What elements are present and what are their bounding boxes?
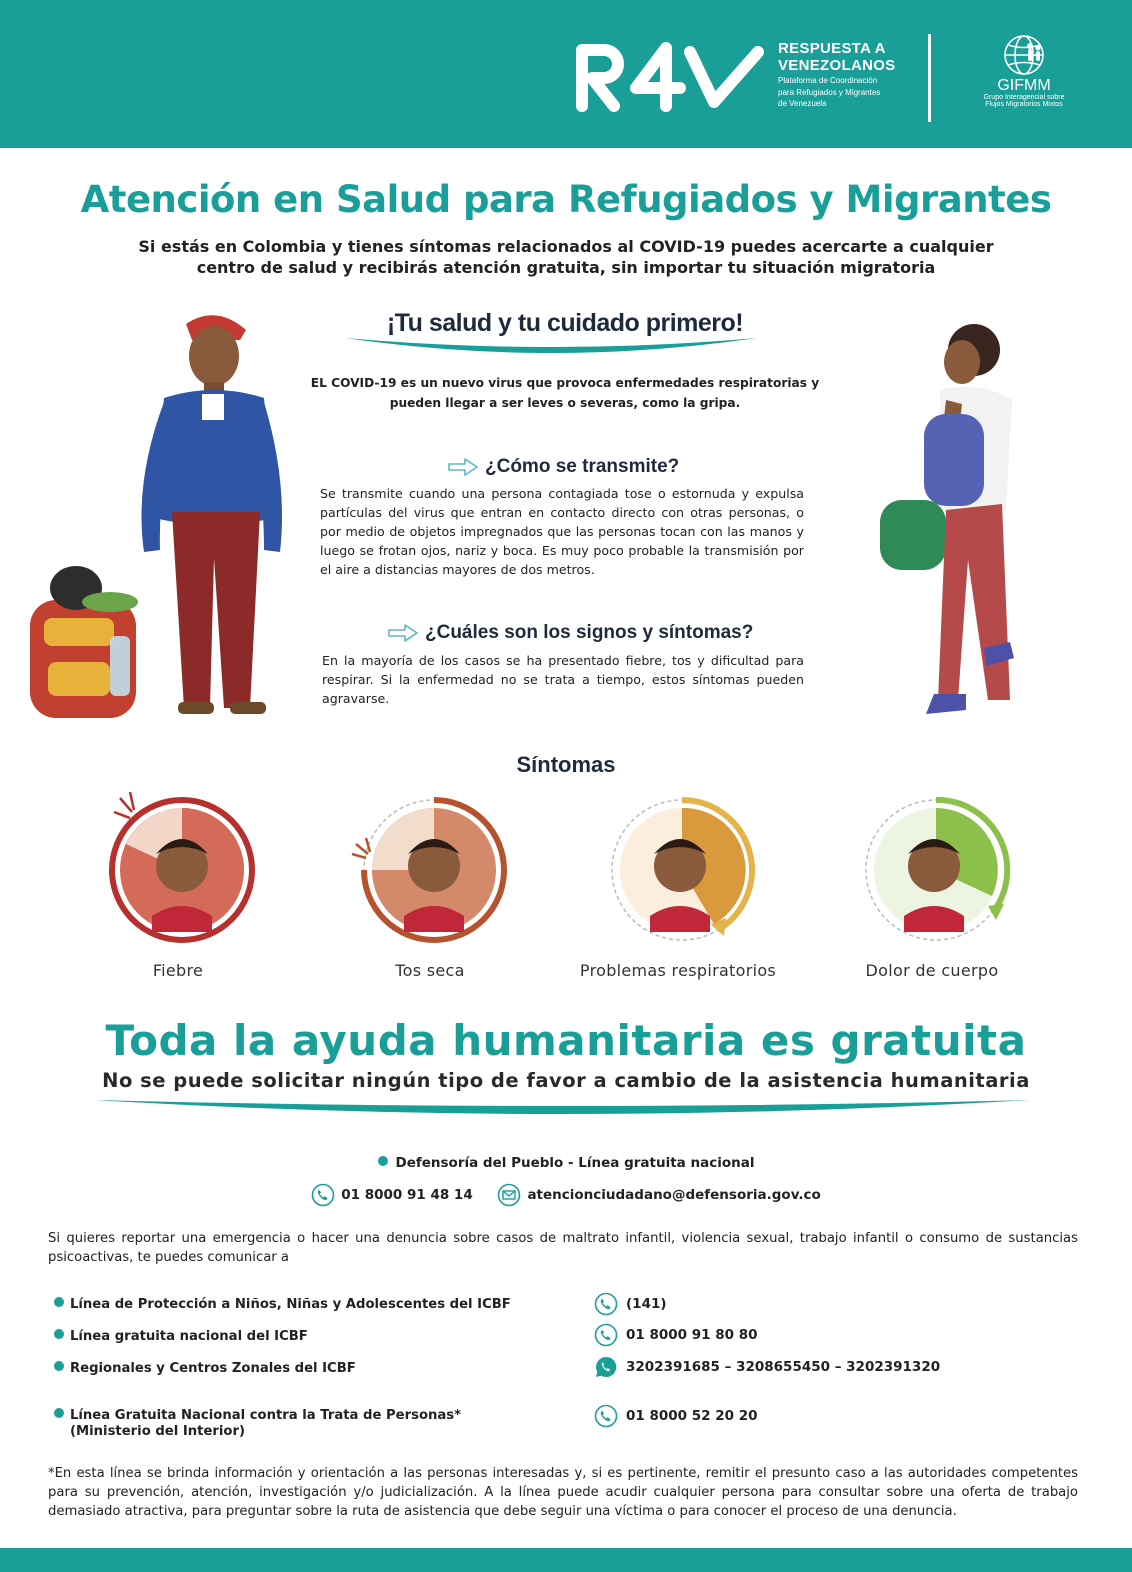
backpack-icon <box>30 566 138 718</box>
symptom-label: Fiebre <box>152 961 204 980</box>
phone-icon <box>594 1404 618 1428</box>
arrow-right-icon <box>387 624 419 642</box>
body-pain-icon <box>846 784 1018 956</box>
line-name: Regionales y Centros Zonales del ICBF <box>70 1361 356 1376</box>
email-icon <box>497 1183 521 1207</box>
man-with-backpack-illustration <box>24 306 304 726</box>
defensoria-phone: 01 8000 91 48 14 <box>341 1187 473 1203</box>
footer-bar <box>0 1548 1132 1572</box>
man-figure <box>142 315 283 714</box>
gifmm-acronym: GIFMM <box>997 77 1051 94</box>
header-divider <box>928 34 931 122</box>
r4v-subtitle-line3: de Venezuela <box>778 99 827 108</box>
page-subtitle: Si estás en Colombia y tienes síntomas relacionados al COVID-19 puedes acercarte a cualquier centro de salud y recibirás atención gratuita, sin importar tu situación migratoria <box>138 237 994 277</box>
gifmm-line2: Flujos Migratorios Mixtos <box>985 101 1063 108</box>
line-contact[interactable] <box>594 1355 940 1379</box>
signos-heading: ¿Cuáles son los signos y síntomas? <box>425 622 754 643</box>
r4v-wordmark <box>778 40 895 109</box>
woman-walking-illustration <box>876 310 1036 730</box>
ayuda-title: Toda la ayuda humanitaria es gratuita <box>105 1016 1027 1065</box>
line-contact-value: (141) <box>626 1296 667 1312</box>
bullet-dot <box>54 1408 64 1418</box>
gifmm-logo <box>976 32 1072 108</box>
r4v-title-line1: RESPUESTA A <box>778 40 886 57</box>
ayuda-subtitle: No se puede solicitar ningún tipo de favor a cambio de la asistencia humanitaria <box>102 1069 1030 1092</box>
header-bar <box>0 0 1132 148</box>
line-contact-value: 01 8000 91 80 80 <box>626 1327 758 1343</box>
bullet-dot <box>54 1361 64 1371</box>
fever-icon <box>92 784 264 956</box>
bullet-dot <box>54 1297 64 1307</box>
line-item <box>54 1408 461 1440</box>
globe-icon <box>996 32 1052 78</box>
phone-icon <box>594 1323 618 1347</box>
line-item <box>54 1297 511 1313</box>
line-name: Línea gratuita nacional del ICBF <box>70 1329 308 1344</box>
symptom-breathing <box>578 784 778 982</box>
symptom-label: Dolor de cuerpo <box>865 961 999 980</box>
line-contact[interactable] <box>594 1292 667 1316</box>
defensoria-title: Defensoría del Pueblo - Línea gratuita nacional <box>395 1155 755 1171</box>
defensoria-contacts <box>0 1183 1132 1207</box>
line-contact[interactable] <box>594 1323 758 1347</box>
footnote: *En esta línea se brinda información y orientación a las personas interesadas y, si es pertinente, remitir el presunto caso a las autoridades competentes para su prevención, atención, investigación y/o judicialización. A la línea puede acudir cualquier persona para consultar sobre una oferta de trabajo demasiado atractiva, para preguntar sobre la ruta de asistencia que debe seguir una víctima o para conocer el proceso de una denuncia. <box>48 1466 1078 1519</box>
line-item <box>54 1361 356 1377</box>
bullet-dot <box>54 1329 64 1339</box>
transmite-heading-row <box>447 456 679 478</box>
symptom-label: Problemas respiratorios <box>579 961 777 980</box>
r4v-subtitle-line2: para Refugiados y Migrantes <box>778 87 881 97</box>
page-title: Atención en Salud para Refugiados y Migrantes <box>80 178 1052 221</box>
symptom-cough <box>330 784 530 982</box>
ayuda-swoosh <box>94 1098 1030 1116</box>
line-name: Línea de Protección a Niños, Niñas y Adolescentes del ICBF <box>70 1297 511 1312</box>
r4v-logo <box>574 40 770 112</box>
line-contact-value: 01 8000 52 20 20 <box>626 1408 758 1424</box>
cuidado-swoosh <box>345 334 757 358</box>
symptom-body-pain <box>832 784 1032 982</box>
cuidado-heading: ¡Tu salud y tu cuidado primero! <box>386 309 744 337</box>
phone-icon <box>311 1183 335 1207</box>
defensoria-email-item[interactable] <box>497 1183 820 1207</box>
line-contact-value: 3202391685 – 3208655450 – 3202391320 <box>626 1359 941 1375</box>
whatsapp-icon <box>594 1355 618 1379</box>
transmite-heading: ¿Cómo se transmite? <box>485 456 680 477</box>
gifmm-line1: Grupo Interagencial sobre <box>983 94 1065 101</box>
sintomas-title: Síntomas <box>516 752 616 777</box>
line-item <box>54 1329 308 1345</box>
bullet-dot <box>378 1156 388 1166</box>
signos-text: En la mayoría de los casos se ha presentado fiebre, tos y dificultad para respirar. Si la enfermedad no se trata a tiempo, estos síntomas pueden agravarse. <box>322 653 804 706</box>
r4v-title-line2: VENEZOLANOS <box>778 57 896 74</box>
signos-heading-row <box>387 622 753 644</box>
line-contact[interactable] <box>594 1404 758 1428</box>
symptom-fever <box>78 784 278 982</box>
report-text: Si quieres reportar una emergencia o hacer una denuncia sobre casos de maltrato infantil, violencia sexual, trabajo infantil o consumo de sustancias psicoactivas, te puedes comunicar a <box>48 1231 1078 1265</box>
r4v-subtitle-line1: Plataforma de Coordinación <box>778 76 878 85</box>
phone-icon <box>594 1292 618 1316</box>
breathing-icon <box>592 784 764 956</box>
symptom-label: Tos seca <box>395 961 465 980</box>
line-name-secondary: (Ministerio del Interior) <box>70 1424 246 1439</box>
arrow-right-icon <box>447 458 479 476</box>
cough-icon <box>344 784 516 956</box>
defensoria-title-row <box>0 1155 1132 1171</box>
covid-intro-text: EL COVID-19 es un nuevo virus que provoca enfermedades respiratorias y pueden llegar a ser leves o severas, como la gripa. <box>310 376 820 410</box>
defensoria-email: atencionciudadano@defensoria.gov.co <box>527 1187 821 1203</box>
transmite-text: Se transmite cuando una persona contagiada tose o estornuda y expulsa partículas del virus que entran en contacto directo con otras personas, o por medio de objetos impregnados que las personas tocan con las manos y luego se frotan ojos, nariz y boca. Es muy poco probable la transmisión por el aire a distancias mayores de dos metros. <box>320 486 804 577</box>
line-name: Línea Gratuita Nacional contra la Trata de Personas* <box>70 1408 462 1423</box>
defensoria-phone-item[interactable] <box>311 1183 473 1207</box>
woman-figure <box>880 324 1014 714</box>
